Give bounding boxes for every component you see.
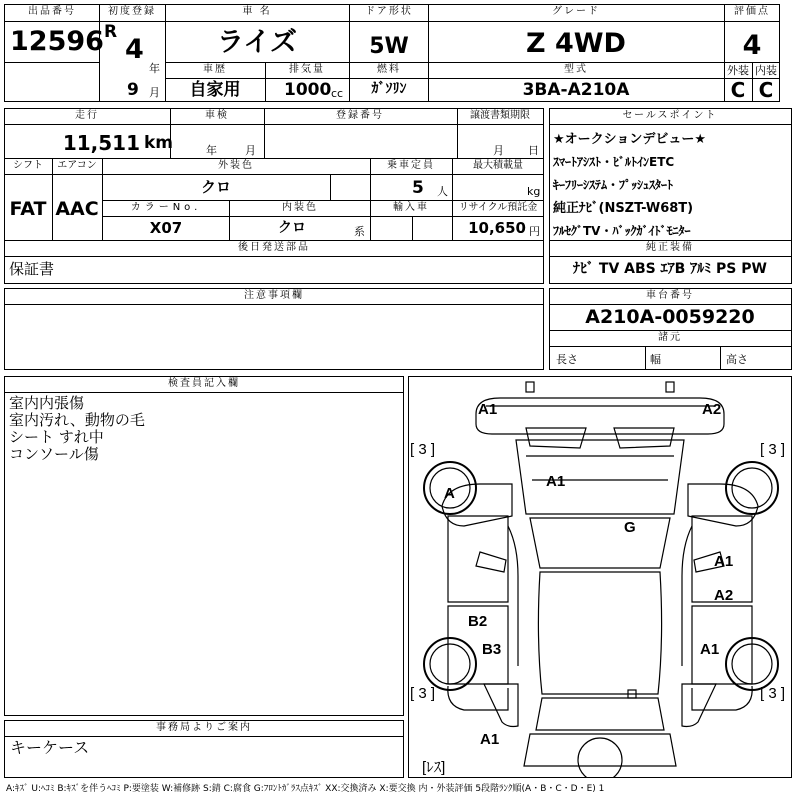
inspection-month-unit: 月 — [245, 144, 256, 157]
length-label: 長さ — [556, 353, 578, 366]
damage-mark: A1 — [714, 553, 734, 570]
capacity-unit: 人 — [437, 185, 448, 198]
model: 3BA-A210A — [522, 80, 630, 100]
door: 5W — [369, 34, 409, 59]
chassis-label: 車台番号 — [646, 290, 694, 301]
exterior-grade: C — [730, 78, 746, 102]
sales-item: 純正ﾅﾋﾞ(NSZT-W68T) — [553, 201, 694, 216]
interior-grade: C — [758, 78, 774, 102]
damage-mark: B3 — [482, 641, 502, 658]
model-label: 型式 — [564, 64, 588, 75]
chassis-number: A210A-0059220 — [585, 306, 755, 328]
sales-item: ★オークションデビュー★ — [553, 132, 707, 147]
transfer-month-unit: 月 — [493, 144, 504, 157]
transfer-label: 譲渡書類期限 — [470, 110, 530, 121]
door-label: ドア形状 — [365, 6, 413, 17]
office-text: キーケース — [10, 738, 90, 757]
damage-mark: A2 — [714, 587, 734, 604]
inspection-year-unit: 年 — [206, 144, 217, 157]
later-parts: 保証書 — [9, 260, 55, 278]
era: R — [104, 22, 118, 42]
inspector-note: シート すれ中 — [9, 428, 104, 446]
shift-label: シフト — [13, 160, 43, 171]
damage-mark: A1 — [546, 473, 566, 490]
int-color: クロ — [278, 220, 306, 236]
int-color-label: 内装色 — [282, 202, 318, 213]
equip-label: 純正装備 — [646, 242, 694, 253]
history: 自家用 — [189, 80, 241, 100]
load-label: 最大積載量 — [473, 160, 523, 171]
inspector-note: 室内汚れ、動物の毛 — [9, 411, 145, 429]
later-parts-label: 後日発送部品 — [238, 242, 310, 253]
history-label: 車歴 — [203, 64, 227, 75]
shift: FAT — [9, 198, 47, 220]
inspector-note: 室内内張傷 — [9, 394, 85, 412]
reg-no-label: 登録番号 — [336, 110, 384, 121]
fuel-label: 燃料 — [377, 64, 401, 75]
specs-label: 諸元 — [658, 332, 682, 343]
damage-mark: G — [624, 519, 636, 536]
reg-year: 4 — [125, 34, 144, 65]
fuel: ｶﾞｿﾘﾝ — [371, 81, 407, 97]
load-unit: kg — [527, 185, 541, 198]
height-label: 高さ — [726, 353, 748, 366]
reg-month: 9 — [127, 80, 139, 100]
tire-depth: [ 3 ] — [410, 685, 436, 702]
displacement-unit: cc — [331, 87, 344, 100]
capacity-label: 乗車定員 — [387, 160, 435, 171]
car-name: ライズ — [217, 27, 297, 58]
lot-label: 出品番号 — [28, 6, 76, 17]
int-color-unit: 系 — [354, 225, 365, 238]
import-label: 輸入車 — [393, 202, 429, 213]
year-unit: 年 — [149, 62, 160, 75]
recycle-unit: 円 — [529, 225, 540, 238]
ext-color: クロ — [200, 178, 232, 196]
score-label: 評価点 — [734, 6, 770, 17]
transfer-day-unit: 日 — [528, 144, 539, 157]
ac: AAC — [55, 198, 99, 220]
damage-mark: A1 — [480, 731, 500, 748]
color-no-label: カラーNo. — [130, 202, 202, 213]
inspector-label: 検査員記入欄 — [168, 378, 240, 389]
damage-mark: B2 — [468, 613, 488, 630]
tire-depth: [ 3 ] — [760, 441, 786, 458]
sales-item: ｷｰﾌﾘｰｼｽﾃﾑ・ﾌﾟｯｼｭｽﾀｰﾄ — [553, 178, 674, 192]
exterior-label: 外装 — [727, 64, 749, 77]
mileage: 11,511 — [62, 131, 140, 155]
sales-list — [553, 128, 789, 243]
car-damage-diagram — [408, 376, 792, 778]
sales-item: ｽﾏｰﾄｱｼｽﾄ・ﾋﾞﾙﾄｲﾝETC — [553, 155, 675, 169]
capacity: 5 — [412, 178, 424, 198]
inspector-note: コンソール傷 — [9, 445, 99, 463]
tire-depth: [ 3 ] — [410, 441, 436, 458]
displacement: 1000 — [284, 80, 332, 100]
damage-mark: A1 — [478, 401, 498, 418]
score: 4 — [742, 30, 762, 61]
damage-mark: A1 — [700, 641, 720, 658]
inspector-notes — [9, 395, 145, 463]
grade-label: グレード — [552, 6, 600, 17]
sales-item: ﾌﾙｾｸﾞTV・ﾊﾞｯｸｶﾞｲﾄﾞﾓﾆﾀｰ — [553, 224, 691, 238]
month-unit: 月 — [149, 86, 160, 99]
width-label: 幅 — [650, 353, 661, 366]
recycle: 10,650 — [468, 219, 526, 237]
grade: Z 4WD — [526, 28, 626, 59]
displacement-label: 排気量 — [289, 64, 325, 75]
color-no: X07 — [149, 219, 183, 237]
tire-depth: [ﾚｽ] — [422, 759, 446, 776]
mileage-label: 走行 — [75, 110, 99, 121]
lot-number: 12596 — [10, 26, 104, 57]
first-reg-label: 初度登録 — [108, 6, 156, 17]
sales-label: セールスポイント — [622, 110, 718, 121]
damage-mark: A2 — [702, 401, 722, 418]
office-label: 事務局よりご案内 — [156, 722, 252, 733]
car-name-label: 車 名 — [242, 6, 272, 17]
notes-label: 注意事項欄 — [244, 290, 304, 301]
legend: A:ｷｽﾞ U:ﾍｺﾐ B:ｷｽﾞを伴うﾍｺﾐ P:要塗装 W:補修跡 S:錆 C:腐食 G:ﾌﾛﾝﾄｶﾞﾗｽ点ｷｽﾞ XX:交換済み X:要交換 内・外装評価 5段階ﾗﾝｸ順(A・B・C・D・E) 1 — [6, 784, 605, 794]
ac-label: エアコン — [57, 160, 97, 171]
damage-mark: A — [444, 485, 455, 502]
inspection-label: 車検 — [205, 110, 229, 121]
mileage-unit: km — [144, 133, 174, 153]
interior-label: 内装 — [755, 64, 777, 77]
equip: ﾅﾋﾞ TV ABS ｴｱB ｱﾙﾐ PS PW — [573, 261, 767, 277]
tire-depth: [ 3 ] — [760, 685, 786, 702]
ext-color-label: 外装色 — [218, 160, 254, 171]
recycle-label: リサイクル預託金 — [458, 202, 538, 213]
